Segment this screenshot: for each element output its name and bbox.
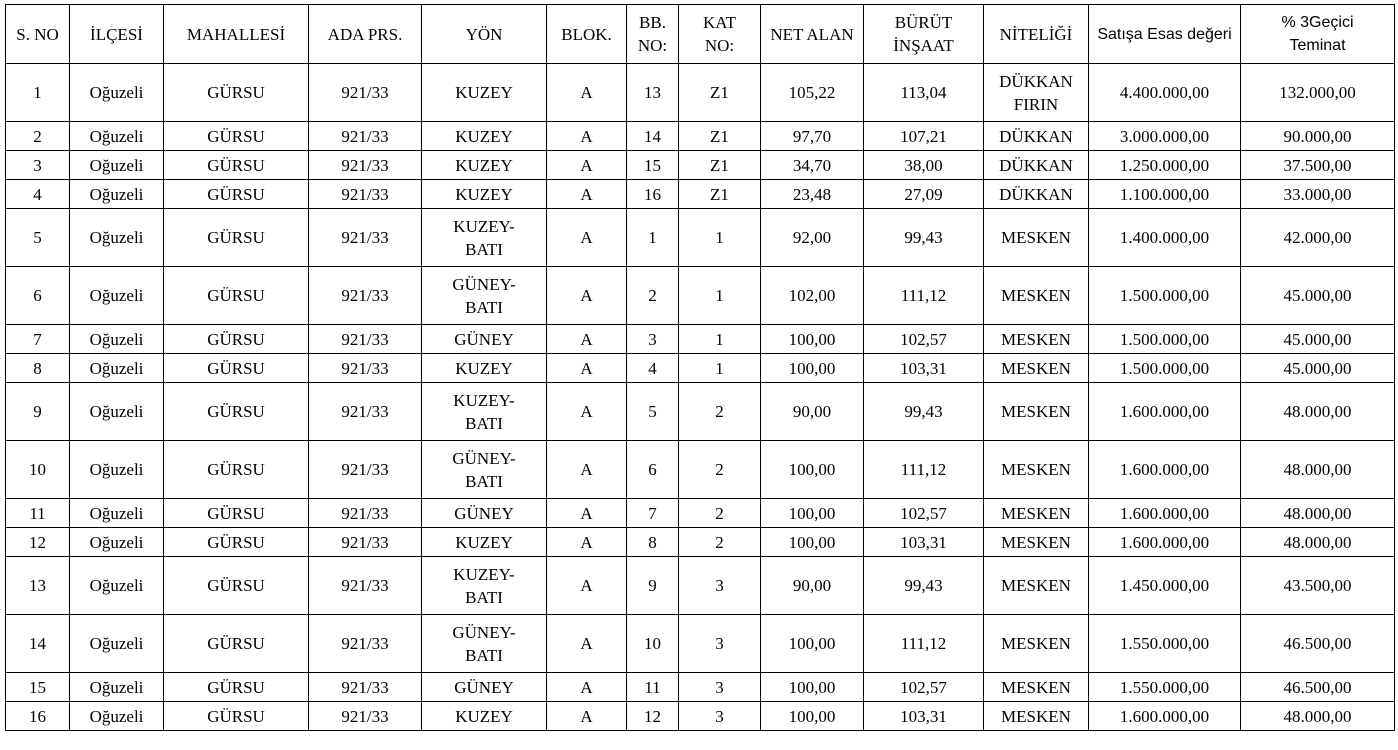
cell-gecici-teminat: 45.000,00 bbox=[1241, 354, 1395, 383]
cell-ilce: Oğuzeli bbox=[70, 354, 164, 383]
cell-net-alan: 100,00 bbox=[761, 673, 864, 702]
cell-net-alan: 105,22 bbox=[761, 64, 864, 122]
cell-kat-no: 1 bbox=[679, 325, 761, 354]
header-net-alan: NET ALAN bbox=[761, 5, 864, 64]
cell-bb-no: 7 bbox=[627, 499, 679, 528]
header-yon: YÖN bbox=[422, 5, 547, 64]
cell-niteligi: MESKEN bbox=[984, 702, 1089, 731]
cell-blok: A bbox=[547, 64, 627, 122]
cell-blok: A bbox=[547, 354, 627, 383]
cell-yon: KUZEY bbox=[422, 180, 547, 209]
cell-ilce: Oğuzeli bbox=[70, 499, 164, 528]
cell-niteligi: MESKEN bbox=[984, 209, 1089, 267]
cell-ilce: Oğuzeli bbox=[70, 557, 164, 615]
cell-satisa-esas-degeri: 1.500.000,00 bbox=[1089, 267, 1241, 325]
cell-niteligi: DÜKKAN bbox=[984, 122, 1089, 151]
cell-sno: 12 bbox=[6, 528, 70, 557]
cell-kat-no: 2 bbox=[679, 499, 761, 528]
cell-kat-no: 1 bbox=[679, 354, 761, 383]
cell-net-alan: 100,00 bbox=[761, 354, 864, 383]
cell-burut-insaat: 103,31 bbox=[864, 354, 984, 383]
cell-sno: 10 bbox=[6, 441, 70, 499]
cell-kat-no: 2 bbox=[679, 383, 761, 441]
cell-yon: KUZEY- BATI bbox=[422, 209, 547, 267]
cell-satisa-esas-degeri: 1.550.000,00 bbox=[1089, 673, 1241, 702]
table-row bbox=[6, 383, 1395, 441]
cell-gecici-teminat: 48.000,00 bbox=[1241, 383, 1395, 441]
cell-yon: GÜNEY bbox=[422, 673, 547, 702]
cell-burut-insaat: 27,09 bbox=[864, 180, 984, 209]
cell-ada-parsel: 921/33 bbox=[309, 673, 422, 702]
cell-mahalle: GÜRSU bbox=[164, 557, 309, 615]
cell-yon: KUZEY bbox=[422, 151, 547, 180]
cell-satisa-esas-degeri: 1.600.000,00 bbox=[1089, 441, 1241, 499]
cell-satisa-esas-degeri: 1.600.000,00 bbox=[1089, 702, 1241, 731]
cell-mahalle: GÜRSU bbox=[164, 325, 309, 354]
cell-blok: A bbox=[547, 325, 627, 354]
table-row bbox=[6, 64, 1395, 122]
cell-net-alan: 92,00 bbox=[761, 209, 864, 267]
cell-niteligi: MESKEN bbox=[984, 615, 1089, 673]
cell-blok: A bbox=[547, 702, 627, 731]
cell-kat-no: 3 bbox=[679, 557, 761, 615]
cell-ilce: Oğuzeli bbox=[70, 528, 164, 557]
cell-sno: 1 bbox=[6, 64, 70, 122]
cell-net-alan: 90,00 bbox=[761, 557, 864, 615]
cell-mahalle: GÜRSU bbox=[164, 615, 309, 673]
table-row bbox=[6, 151, 1395, 180]
cell-ilce: Oğuzeli bbox=[70, 383, 164, 441]
table-row bbox=[6, 673, 1395, 702]
cell-burut-insaat: 38,00 bbox=[864, 151, 984, 180]
cell-sno: 9 bbox=[6, 383, 70, 441]
cell-ilce: Oğuzeli bbox=[70, 702, 164, 731]
cell-burut-insaat: 99,43 bbox=[864, 209, 984, 267]
cell-ada-parsel: 921/33 bbox=[309, 499, 422, 528]
header-ilce: İLÇESİ bbox=[70, 5, 164, 64]
table-row bbox=[6, 702, 1395, 731]
table-body bbox=[6, 64, 1395, 731]
cell-mahalle: GÜRSU bbox=[164, 702, 309, 731]
table-row bbox=[6, 615, 1395, 673]
property-sale-table-sheet bbox=[5, 4, 1394, 731]
cell-gecici-teminat: 48.000,00 bbox=[1241, 499, 1395, 528]
cell-kat-no: 2 bbox=[679, 528, 761, 557]
cell-blok: A bbox=[547, 180, 627, 209]
cell-niteligi: MESKEN bbox=[984, 267, 1089, 325]
cell-bb-no: 16 bbox=[627, 180, 679, 209]
cell-blok: A bbox=[547, 557, 627, 615]
cell-bb-no: 12 bbox=[627, 702, 679, 731]
cell-ilce: Oğuzeli bbox=[70, 615, 164, 673]
cell-sno: 5 bbox=[6, 209, 70, 267]
property-sale-table bbox=[5, 4, 1395, 731]
cell-net-alan: 100,00 bbox=[761, 499, 864, 528]
cell-yon: GÜNEY- BATI bbox=[422, 615, 547, 673]
cell-net-alan: 34,70 bbox=[761, 151, 864, 180]
cell-yon: KUZEY bbox=[422, 64, 547, 122]
cell-yon: GÜNEY- BATI bbox=[422, 267, 547, 325]
cell-ada-parsel: 921/33 bbox=[309, 151, 422, 180]
cell-ada-parsel: 921/33 bbox=[309, 354, 422, 383]
cell-blok: A bbox=[547, 122, 627, 151]
cell-ada-parsel: 921/33 bbox=[309, 122, 422, 151]
cell-ada-parsel: 921/33 bbox=[309, 702, 422, 731]
cell-ilce: Oğuzeli bbox=[70, 122, 164, 151]
cell-ilce: Oğuzeli bbox=[70, 267, 164, 325]
table-row bbox=[6, 441, 1395, 499]
cell-niteligi: MESKEN bbox=[984, 325, 1089, 354]
cell-satisa-esas-degeri: 1.500.000,00 bbox=[1089, 325, 1241, 354]
cell-burut-insaat: 107,21 bbox=[864, 122, 984, 151]
cell-blok: A bbox=[547, 209, 627, 267]
table-row bbox=[6, 122, 1395, 151]
cell-ada-parsel: 921/33 bbox=[309, 180, 422, 209]
cell-burut-insaat: 99,43 bbox=[864, 557, 984, 615]
cell-niteligi: MESKEN bbox=[984, 354, 1089, 383]
table-row bbox=[6, 354, 1395, 383]
cell-bb-no: 4 bbox=[627, 354, 679, 383]
cell-gecici-teminat: 45.000,00 bbox=[1241, 325, 1395, 354]
cell-niteligi: DÜKKAN bbox=[984, 180, 1089, 209]
cell-ada-parsel: 921/33 bbox=[309, 528, 422, 557]
header-ada-parsel: ADA PRS. bbox=[309, 5, 422, 64]
cell-bb-no: 5 bbox=[627, 383, 679, 441]
cell-satisa-esas-degeri: 3.000.000,00 bbox=[1089, 122, 1241, 151]
header-burut-insaat: BÜRÜT İNŞAAT bbox=[864, 5, 984, 64]
cell-ilce: Oğuzeli bbox=[70, 325, 164, 354]
header-niteligi: NİTELİĞİ bbox=[984, 5, 1089, 64]
cell-gecici-teminat: 33.000,00 bbox=[1241, 180, 1395, 209]
table-row bbox=[6, 325, 1395, 354]
cell-mahalle: GÜRSU bbox=[164, 673, 309, 702]
cell-blok: A bbox=[547, 673, 627, 702]
table-row bbox=[6, 499, 1395, 528]
cell-burut-insaat: 102,57 bbox=[864, 673, 984, 702]
cell-ilce: Oğuzeli bbox=[70, 209, 164, 267]
table-row bbox=[6, 528, 1395, 557]
cell-niteligi: DÜKKAN FIRIN bbox=[984, 64, 1089, 122]
cell-bb-no: 1 bbox=[627, 209, 679, 267]
cell-niteligi: MESKEN bbox=[984, 383, 1089, 441]
cell-ada-parsel: 921/33 bbox=[309, 64, 422, 122]
cell-blok: A bbox=[547, 528, 627, 557]
cell-kat-no: 1 bbox=[679, 209, 761, 267]
cell-yon: GÜNEY- BATI bbox=[422, 441, 547, 499]
cell-net-alan: 100,00 bbox=[761, 615, 864, 673]
cell-kat-no: 3 bbox=[679, 702, 761, 731]
header-kat-no: KAT NO: bbox=[679, 5, 761, 64]
cell-kat-no: 1 bbox=[679, 267, 761, 325]
cell-satisa-esas-degeri: 1.550.000,00 bbox=[1089, 615, 1241, 673]
cell-satisa-esas-degeri: 1.100.000,00 bbox=[1089, 180, 1241, 209]
header-satisa-esas-degeri: Satışa Esas değeri bbox=[1089, 5, 1241, 64]
cell-satisa-esas-degeri: 1.250.000,00 bbox=[1089, 151, 1241, 180]
cell-bb-no: 8 bbox=[627, 528, 679, 557]
cell-ada-parsel: 921/33 bbox=[309, 383, 422, 441]
cell-burut-insaat: 111,12 bbox=[864, 615, 984, 673]
cell-burut-insaat: 102,57 bbox=[864, 499, 984, 528]
cell-satisa-esas-degeri: 1.600.000,00 bbox=[1089, 528, 1241, 557]
cell-satisa-esas-degeri: 1.600.000,00 bbox=[1089, 499, 1241, 528]
cell-sno: 3 bbox=[6, 151, 70, 180]
cell-gecici-teminat: 132.000,00 bbox=[1241, 64, 1395, 122]
cell-net-alan: 102,00 bbox=[761, 267, 864, 325]
table-row bbox=[6, 209, 1395, 267]
cell-burut-insaat: 113,04 bbox=[864, 64, 984, 122]
cell-gecici-teminat: 48.000,00 bbox=[1241, 702, 1395, 731]
cell-blok: A bbox=[547, 267, 627, 325]
cell-gecici-teminat: 46.500,00 bbox=[1241, 673, 1395, 702]
cell-bb-no: 14 bbox=[627, 122, 679, 151]
cell-ada-parsel: 921/33 bbox=[309, 209, 422, 267]
cell-sno: 6 bbox=[6, 267, 70, 325]
cell-kat-no: Z1 bbox=[679, 64, 761, 122]
cell-net-alan: 100,00 bbox=[761, 702, 864, 731]
cell-sno: 16 bbox=[6, 702, 70, 731]
cell-yon: GÜNEY bbox=[422, 325, 547, 354]
cell-satisa-esas-degeri: 4.400.000,00 bbox=[1089, 64, 1241, 122]
table-row bbox=[6, 267, 1395, 325]
cell-ilce: Oğuzeli bbox=[70, 64, 164, 122]
cell-mahalle: GÜRSU bbox=[164, 383, 309, 441]
cell-bb-no: 15 bbox=[627, 151, 679, 180]
cell-kat-no: 3 bbox=[679, 673, 761, 702]
cell-net-alan: 100,00 bbox=[761, 325, 864, 354]
cell-bb-no: 3 bbox=[627, 325, 679, 354]
cell-sno: 11 bbox=[6, 499, 70, 528]
table-row bbox=[6, 180, 1395, 209]
cell-blok: A bbox=[547, 151, 627, 180]
cell-ada-parsel: 921/33 bbox=[309, 325, 422, 354]
cell-ilce: Oğuzeli bbox=[70, 441, 164, 499]
cell-yon: KUZEY bbox=[422, 528, 547, 557]
cell-sno: 14 bbox=[6, 615, 70, 673]
cell-ada-parsel: 921/33 bbox=[309, 615, 422, 673]
cell-kat-no: 2 bbox=[679, 441, 761, 499]
cell-niteligi: MESKEN bbox=[984, 673, 1089, 702]
cell-sno: 4 bbox=[6, 180, 70, 209]
cell-yon: KUZEY- BATI bbox=[422, 383, 547, 441]
header-bb-no: BB. NO: bbox=[627, 5, 679, 64]
cell-satisa-esas-degeri: 1.400.000,00 bbox=[1089, 209, 1241, 267]
cell-satisa-esas-degeri: 1.450.000,00 bbox=[1089, 557, 1241, 615]
cell-burut-insaat: 111,12 bbox=[864, 441, 984, 499]
cell-yon: GÜNEY bbox=[422, 499, 547, 528]
cell-net-alan: 23,48 bbox=[761, 180, 864, 209]
header-gecici-teminat: % 3Geçici Teminat bbox=[1241, 5, 1395, 64]
cell-yon: KUZEY- BATI bbox=[422, 557, 547, 615]
cell-gecici-teminat: 48.000,00 bbox=[1241, 528, 1395, 557]
cell-niteligi: MESKEN bbox=[984, 528, 1089, 557]
cell-mahalle: GÜRSU bbox=[164, 151, 309, 180]
cell-burut-insaat: 111,12 bbox=[864, 267, 984, 325]
cell-niteligi: MESKEN bbox=[984, 557, 1089, 615]
cell-mahalle: GÜRSU bbox=[164, 499, 309, 528]
cell-kat-no: Z1 bbox=[679, 180, 761, 209]
cell-ilce: Oğuzeli bbox=[70, 673, 164, 702]
header-mahalle: MAHALLESİ bbox=[164, 5, 309, 64]
cell-mahalle: GÜRSU bbox=[164, 180, 309, 209]
cell-burut-insaat: 103,31 bbox=[864, 528, 984, 557]
header-blok: BLOK. bbox=[547, 5, 627, 64]
cell-mahalle: GÜRSU bbox=[164, 122, 309, 151]
cell-mahalle: GÜRSU bbox=[164, 354, 309, 383]
cell-blok: A bbox=[547, 499, 627, 528]
cell-mahalle: GÜRSU bbox=[164, 209, 309, 267]
cell-blok: A bbox=[547, 383, 627, 441]
cell-mahalle: GÜRSU bbox=[164, 64, 309, 122]
cell-blok: A bbox=[547, 615, 627, 673]
cell-yon: KUZEY bbox=[422, 354, 547, 383]
cell-gecici-teminat: 48.000,00 bbox=[1241, 441, 1395, 499]
cell-bb-no: 6 bbox=[627, 441, 679, 499]
cell-sno: 15 bbox=[6, 673, 70, 702]
cell-sno: 2 bbox=[6, 122, 70, 151]
cell-niteligi: MESKEN bbox=[984, 499, 1089, 528]
cell-ada-parsel: 921/33 bbox=[309, 441, 422, 499]
cell-gecici-teminat: 43.500,00 bbox=[1241, 557, 1395, 615]
cell-burut-insaat: 99,43 bbox=[864, 383, 984, 441]
cell-ada-parsel: 921/33 bbox=[309, 557, 422, 615]
cell-mahalle: GÜRSU bbox=[164, 267, 309, 325]
cell-bb-no: 11 bbox=[627, 673, 679, 702]
cell-net-alan: 100,00 bbox=[761, 528, 864, 557]
cell-net-alan: 100,00 bbox=[761, 441, 864, 499]
cell-gecici-teminat: 90.000,00 bbox=[1241, 122, 1395, 151]
cell-burut-insaat: 102,57 bbox=[864, 325, 984, 354]
cell-ilce: Oğuzeli bbox=[70, 151, 164, 180]
cell-ilce: Oğuzeli bbox=[70, 180, 164, 209]
cell-kat-no: Z1 bbox=[679, 122, 761, 151]
cell-niteligi: MESKEN bbox=[984, 441, 1089, 499]
cell-kat-no: Z1 bbox=[679, 151, 761, 180]
cell-blok: A bbox=[547, 441, 627, 499]
cell-net-alan: 90,00 bbox=[761, 383, 864, 441]
cell-gecici-teminat: 46.500,00 bbox=[1241, 615, 1395, 673]
cell-gecici-teminat: 42.000,00 bbox=[1241, 209, 1395, 267]
cell-satisa-esas-degeri: 1.500.000,00 bbox=[1089, 354, 1241, 383]
cell-net-alan: 97,70 bbox=[761, 122, 864, 151]
cell-gecici-teminat: 45.000,00 bbox=[1241, 267, 1395, 325]
table-row bbox=[6, 557, 1395, 615]
cell-ada-parsel: 921/33 bbox=[309, 267, 422, 325]
cell-yon: KUZEY bbox=[422, 122, 547, 151]
header-sno: S. NO bbox=[6, 5, 70, 64]
cell-sno: 13 bbox=[6, 557, 70, 615]
cell-bb-no: 9 bbox=[627, 557, 679, 615]
cell-yon: KUZEY bbox=[422, 702, 547, 731]
cell-bb-no: 10 bbox=[627, 615, 679, 673]
cell-sno: 8 bbox=[6, 354, 70, 383]
cell-gecici-teminat: 37.500,00 bbox=[1241, 151, 1395, 180]
cell-mahalle: GÜRSU bbox=[164, 441, 309, 499]
cell-mahalle: GÜRSU bbox=[164, 528, 309, 557]
cell-bb-no: 2 bbox=[627, 267, 679, 325]
cell-sno: 7 bbox=[6, 325, 70, 354]
cell-bb-no: 13 bbox=[627, 64, 679, 122]
cell-burut-insaat: 103,31 bbox=[864, 702, 984, 731]
cell-niteligi: DÜKKAN bbox=[984, 151, 1089, 180]
table-header-row bbox=[6, 5, 1395, 64]
cell-kat-no: 3 bbox=[679, 615, 761, 673]
cell-satisa-esas-degeri: 1.600.000,00 bbox=[1089, 383, 1241, 441]
